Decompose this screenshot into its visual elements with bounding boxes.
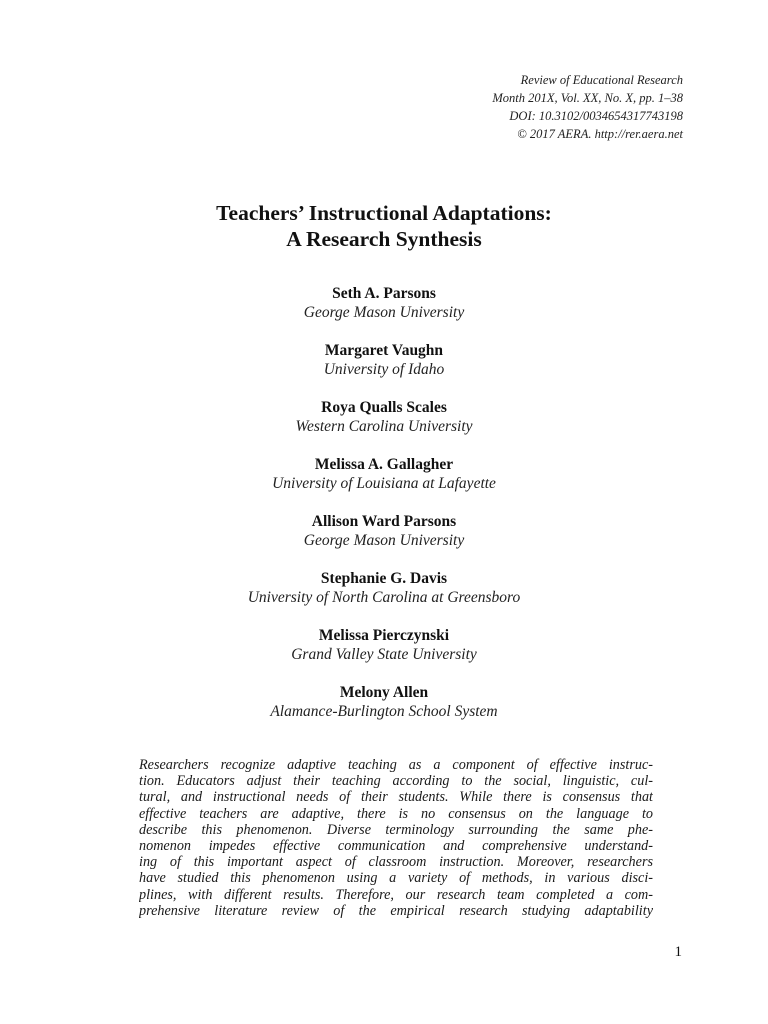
abstract-line: nomenon impedes effective communication and comprehensive understand- xyxy=(139,838,653,855)
author-name: Seth A. Parsons xyxy=(332,285,436,302)
title-line-1: Teachers’ Instructional Adaptations: xyxy=(216,201,552,225)
author-name: Allison Ward Parsons xyxy=(311,513,457,530)
page-number: 1 xyxy=(674,944,682,960)
author-affiliation: University of Louisiana at Lafayette xyxy=(272,475,496,492)
author-affiliation: Alamance-Burlington School System xyxy=(270,703,498,720)
author-list xyxy=(0,285,768,741)
author-affiliation: University of North Carolina at Greensboro xyxy=(247,589,521,606)
title-line-2: A Research Synthesis xyxy=(286,227,482,251)
journal-name: Review of Educational Research xyxy=(520,73,683,87)
author-entry xyxy=(0,399,768,456)
journal-issue: Month 201X, Vol. XX, No. X, pp. 1–38 xyxy=(492,91,683,105)
abstract-line: tural, and instructional needs of their students. While there is consensus that xyxy=(139,789,653,806)
abstract-line: Researchers recognize adaptive teaching as a component of effective instruc- xyxy=(139,757,653,773)
author-entry xyxy=(0,627,768,684)
author-affiliation: George Mason University xyxy=(303,532,465,549)
author-name: Stephanie G. Davis xyxy=(320,570,448,587)
author-entry xyxy=(0,285,768,342)
author-affiliation: George Mason University xyxy=(303,304,465,321)
journal-header xyxy=(492,71,683,143)
abstract-line: describe this phenomenon. Diverse terminology surrounding the same phe- xyxy=(139,821,653,838)
author-affiliation: Grand Valley State University xyxy=(291,646,477,663)
author-name: Melissa A. Gallagher xyxy=(314,456,454,473)
journal-copyright: © 2017 AERA. http://rer.aera.net xyxy=(517,127,683,141)
journal-doi: DOI: 10.3102/0034654317743198 xyxy=(509,109,683,123)
abstract-line: tion. Educators adjust their teaching according to the social, linguistic, cul- xyxy=(139,773,653,790)
author-name: Melony Allen xyxy=(339,684,429,701)
author-entry xyxy=(0,684,768,741)
author-affiliation: University of Idaho xyxy=(323,361,445,378)
abstract xyxy=(139,757,653,919)
author-name: Roya Qualls Scales xyxy=(321,399,447,416)
author-entry xyxy=(0,342,768,399)
abstract-line: effective teachers are adaptive, there is no consensus on the language to xyxy=(139,805,653,822)
abstract-line: have studied this phenomenon using a variety of methods, in various disci- xyxy=(139,870,653,887)
author-affiliation: Western Carolina University xyxy=(295,418,473,435)
author-entry xyxy=(0,570,768,627)
abstract-line: ing of this important aspect of classroom instruction. Moreover, researchers xyxy=(139,854,653,871)
author-entry xyxy=(0,513,768,570)
abstract-line: plines, with different results. Therefore, our research team completed a com- xyxy=(139,886,653,903)
article-title xyxy=(0,200,768,252)
author-entry xyxy=(0,456,768,513)
abstract-line: prehensive literature review of the empirical research studying adaptability xyxy=(139,902,653,919)
author-name: Margaret Vaughn xyxy=(324,342,444,359)
author-name: Melissa Pierczynski xyxy=(318,627,450,644)
